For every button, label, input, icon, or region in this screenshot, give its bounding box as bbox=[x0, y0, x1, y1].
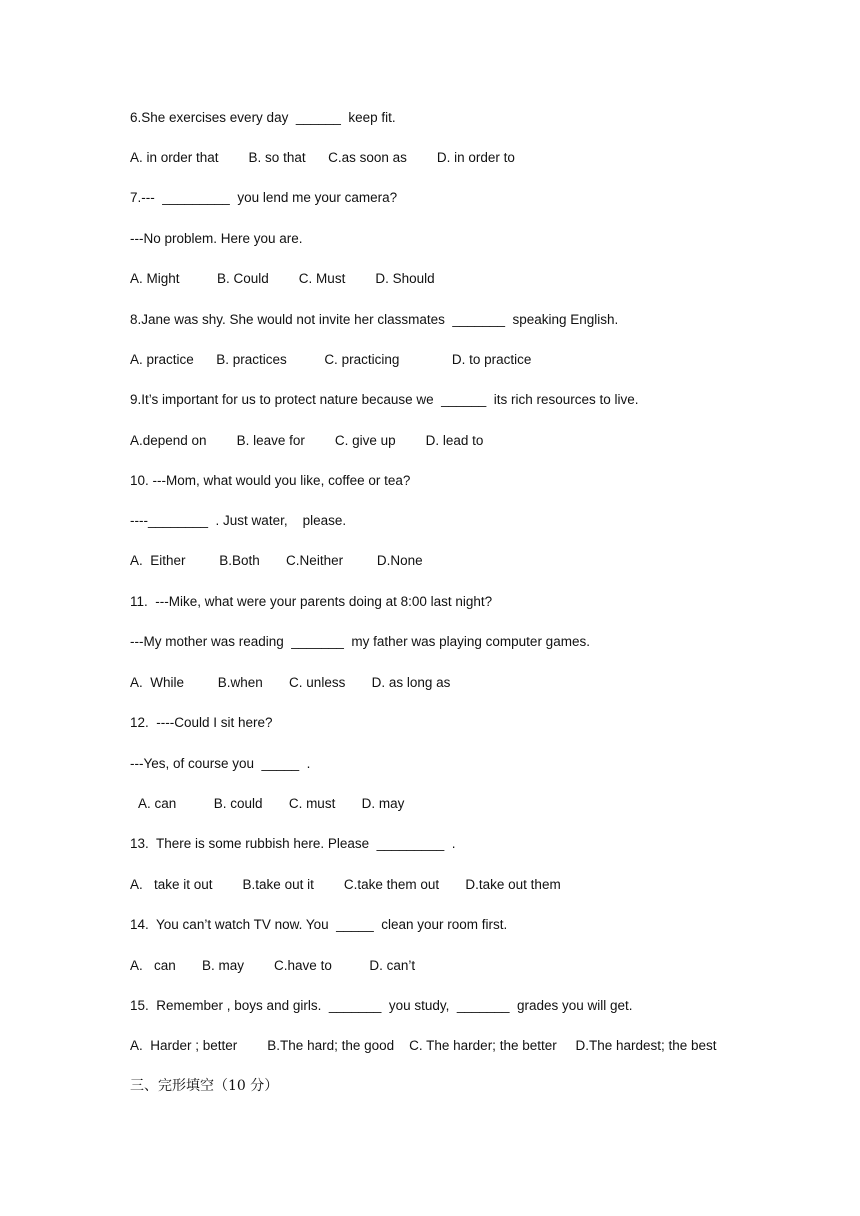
question-8: 8.Jane was shy. She would not invite her classmates _______ speaking English. bbox=[130, 312, 619, 327]
question-10-options: A. Either B.Both C.Neither D.None bbox=[130, 553, 423, 568]
question-11-options: A. While B.when C. unless D. as long as bbox=[130, 675, 451, 690]
question-12-options: A. can B. could C. must D. may bbox=[138, 796, 405, 811]
question-15-options: A. Harder ; better B.The hard; the good C. The harder; the better D.The hardest; the best bbox=[130, 1038, 717, 1053]
question-6-options: A. in order that B. so that C.as soon as D. in order to bbox=[130, 150, 515, 165]
question-8-options: A. practice B. practices C. practicing D. to practice bbox=[130, 352, 532, 367]
question-10: 10. ---Mom, what would you like, coffee or tea? bbox=[130, 473, 411, 488]
question-14-options: A. can B. may C.have to D. can’t bbox=[130, 958, 416, 973]
question-6: 6.She exercises every day ______ keep fit. bbox=[130, 110, 396, 125]
question-7-reply: ---No problem. Here you are. bbox=[130, 231, 303, 246]
question-11-reply: ---My mother was reading _______ my father was playing computer games. bbox=[130, 634, 590, 649]
section-heading: 三、完形填空（10 分） bbox=[130, 1078, 279, 1094]
question-12-reply: ---Yes, of course you _____ . bbox=[130, 756, 311, 771]
question-11: 11. ---Mike, what were your parents doing at 8:00 last night? bbox=[130, 594, 493, 609]
question-15: 15. Remember , boys and girls. _______ you study, _______ grades you will get. bbox=[130, 998, 633, 1013]
question-14: 14. You can’t watch TV now. You _____ clean your room first. bbox=[130, 917, 508, 932]
question-7: 7.--- _________ you lend me your camera? bbox=[130, 190, 398, 205]
question-10-reply: ----________ . Just water, please. bbox=[130, 513, 347, 528]
question-7-options: A. Might B. Could C. Must D. Should bbox=[130, 271, 435, 286]
question-9-options: A.depend on B. leave for C. give up D. lead to bbox=[130, 433, 484, 448]
question-13-options: A. take it out B.take out it C.take them out D.take out them bbox=[130, 877, 561, 892]
question-9: 9.It’s important for us to protect nature because we ______ its rich resources to live. bbox=[130, 392, 639, 407]
question-13: 13. There is some rubbish here. Please _________ . bbox=[130, 836, 456, 851]
question-12: 12. ----Could I sit here? bbox=[130, 715, 273, 730]
